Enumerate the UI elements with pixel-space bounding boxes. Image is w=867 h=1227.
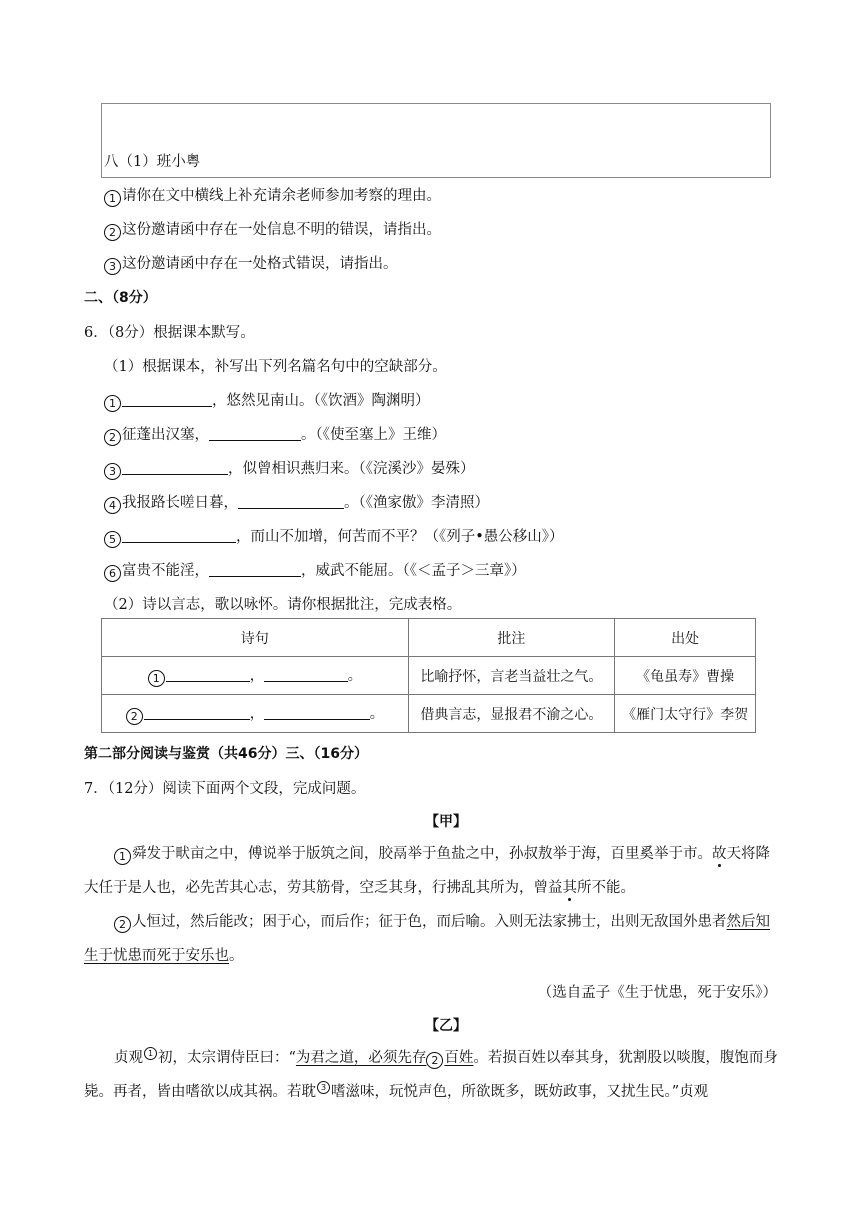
circled-number: 6	[104, 565, 121, 582]
item-text: ，威武不能屈。（《＜孟子＞三章》）	[301, 563, 526, 579]
table-header: 批注	[408, 619, 615, 657]
passage-yi-title: 【乙】	[425, 1018, 467, 1034]
passage-jia-source: （选自孟子《生于忧患，死于安乐》）	[537, 985, 777, 1001]
note-cell: 借典言志，显报君不渝之心。	[408, 695, 615, 733]
item-text: 征蓬出汉塞，	[122, 427, 209, 443]
circled-number: 2	[104, 224, 121, 241]
item-text: ，悠然见南山。（《饮酒》陶渊明）	[212, 393, 430, 409]
circled-number: 2	[126, 708, 143, 725]
item-text: ，似曾相识燕归来。（《浣溪沙》晏殊）	[228, 461, 475, 477]
underlined-text: 为君之道，必须先存	[295, 1050, 427, 1066]
underlined-text: 然后	[726, 914, 756, 930]
note-cell: 比喻抒怀，言老当益壮之气。	[408, 657, 615, 695]
q5-sub-text: 这份邀请函中存在一处格式错误，请指出。	[122, 256, 398, 272]
circled-number: 4	[104, 497, 121, 514]
q6-item-1	[104, 389, 430, 412]
circled-number: 1	[148, 670, 165, 687]
footnote-marker: 3	[317, 1081, 330, 1094]
text: 。若损百姓以奉其身，犹割股以啖腹，腹饱	[473, 1050, 749, 1066]
table-row	[102, 695, 756, 733]
table-header: 诗句	[102, 619, 409, 657]
letter-box	[101, 103, 771, 178]
text: 。	[229, 948, 244, 964]
text: 天将	[726, 846, 756, 862]
underlined-text: 百姓	[444, 1050, 474, 1066]
dotted-char: 故	[712, 846, 727, 862]
circled-number: 5	[104, 531, 121, 548]
circled-number: 1	[104, 395, 121, 412]
answer-blank[interactable]	[209, 426, 301, 441]
text: 人恒过，然后能改；困于心，而后作；征于色，而后喻。入则无法家拂士，出则无敌国外患者	[132, 914, 727, 930]
q7-title: 7．（12分）阅读下面两个文段，完成问题。	[84, 781, 366, 797]
text: 而身毙。再者，皆由嗜欲以成其祸。若耽	[84, 1050, 778, 1100]
text: 初，太宗谓侍臣曰：“	[158, 1050, 296, 1066]
poem-cell: 2 ， 。	[102, 695, 409, 733]
answer-blank[interactable]	[264, 705, 370, 720]
circled-number: 3	[104, 463, 121, 480]
text: 所不能。	[577, 880, 635, 896]
answer-blank[interactable]	[238, 494, 344, 509]
item-text: 。（《渔家傲》李清照）	[344, 495, 489, 511]
passage-yi-paragraph	[84, 1041, 784, 1109]
circled-number: 2	[114, 916, 131, 933]
answer-blank[interactable]	[264, 667, 348, 682]
footnote-marker: 1	[144, 1047, 157, 1060]
answer-blank[interactable]	[209, 562, 301, 577]
circled-number: 1	[104, 190, 121, 207]
text: 降大任于是人也，必先苦其心志，劳其筋骨，空乏其身，行拂乱其所为，曾益	[84, 846, 770, 896]
q6-item-2	[104, 423, 446, 446]
answer-blank[interactable]	[122, 392, 212, 407]
item-text: 。（《使至塞上》王维）	[301, 427, 446, 443]
source-cell: 《雁门太守行》李贺	[615, 695, 756, 733]
table-header: 出处	[615, 619, 756, 657]
q6-item-3	[104, 457, 475, 480]
circled-number: 2	[104, 429, 121, 446]
answer-blank[interactable]	[122, 460, 228, 475]
circled-number: 3	[104, 258, 121, 275]
q6-part2: （2）诗以言志，歌以咏怀。请你根据批注，完成表格。	[104, 597, 462, 613]
passage-jia-title: 【甲】	[425, 814, 467, 830]
q6-title: 6．（8分）根据课本默写。	[84, 325, 255, 341]
passage-jia-paragraph-2	[84, 905, 784, 973]
q6-item-5	[104, 525, 564, 548]
q6-item-6	[104, 559, 526, 582]
q5-sub-1	[104, 184, 441, 207]
letter-signature: 八（1）班小粤	[104, 154, 201, 170]
circled-number: 1	[114, 848, 131, 865]
item-text: ，而山不加增，何苦而不平？（《列子•愚公移山》）	[236, 529, 564, 545]
circled-number: 2	[426, 1052, 443, 1069]
q5-sub-3	[104, 252, 398, 275]
item-text: 我报路长嗟日暮，	[122, 495, 238, 511]
dotted-char: 其	[562, 880, 577, 896]
table-header-row	[102, 619, 756, 657]
part-2-heading: 第二部分阅读与鉴赏（共46分）三、（16分）	[84, 746, 368, 762]
text: 贞观	[114, 1050, 143, 1066]
passage-jia-paragraph-1	[84, 837, 784, 905]
table-row	[102, 657, 756, 695]
answer-blank[interactable]	[122, 528, 236, 543]
q5-sub-text: 请你在文中横线上补充请余老师参加考察的理由。	[122, 188, 441, 204]
q6-item-4	[104, 491, 489, 514]
poem-cell: 1 ， 。	[102, 657, 409, 695]
q5-sub-2	[104, 218, 441, 241]
underlined-text: 知生于忧患而死于安乐也	[84, 914, 770, 964]
section-2-heading: 二、（8分）	[84, 290, 157, 306]
poem-table	[101, 618, 756, 733]
answer-blank[interactable]	[144, 705, 250, 720]
text: 舜发于畎亩之中，傅说举于版筑之间，胶鬲举于鱼盐之中，孙叔敖举于海，百里奚举于市。	[132, 846, 712, 862]
item-text: 富贵不能淫，	[122, 563, 209, 579]
source-cell: 《龟虽寿》曹操	[615, 657, 756, 695]
answer-blank[interactable]	[166, 667, 250, 682]
q5-sub-text: 这份邀请函中存在一处信息不明的错误，请指出。	[122, 222, 441, 238]
text: 嗜滋味，玩悦声色，所欲既多，既妨政事，又扰生民。”贞观	[331, 1084, 709, 1100]
q6-part1: （1）根据课本，补写出下列名篇名句中的空缺部分。	[104, 359, 447, 375]
